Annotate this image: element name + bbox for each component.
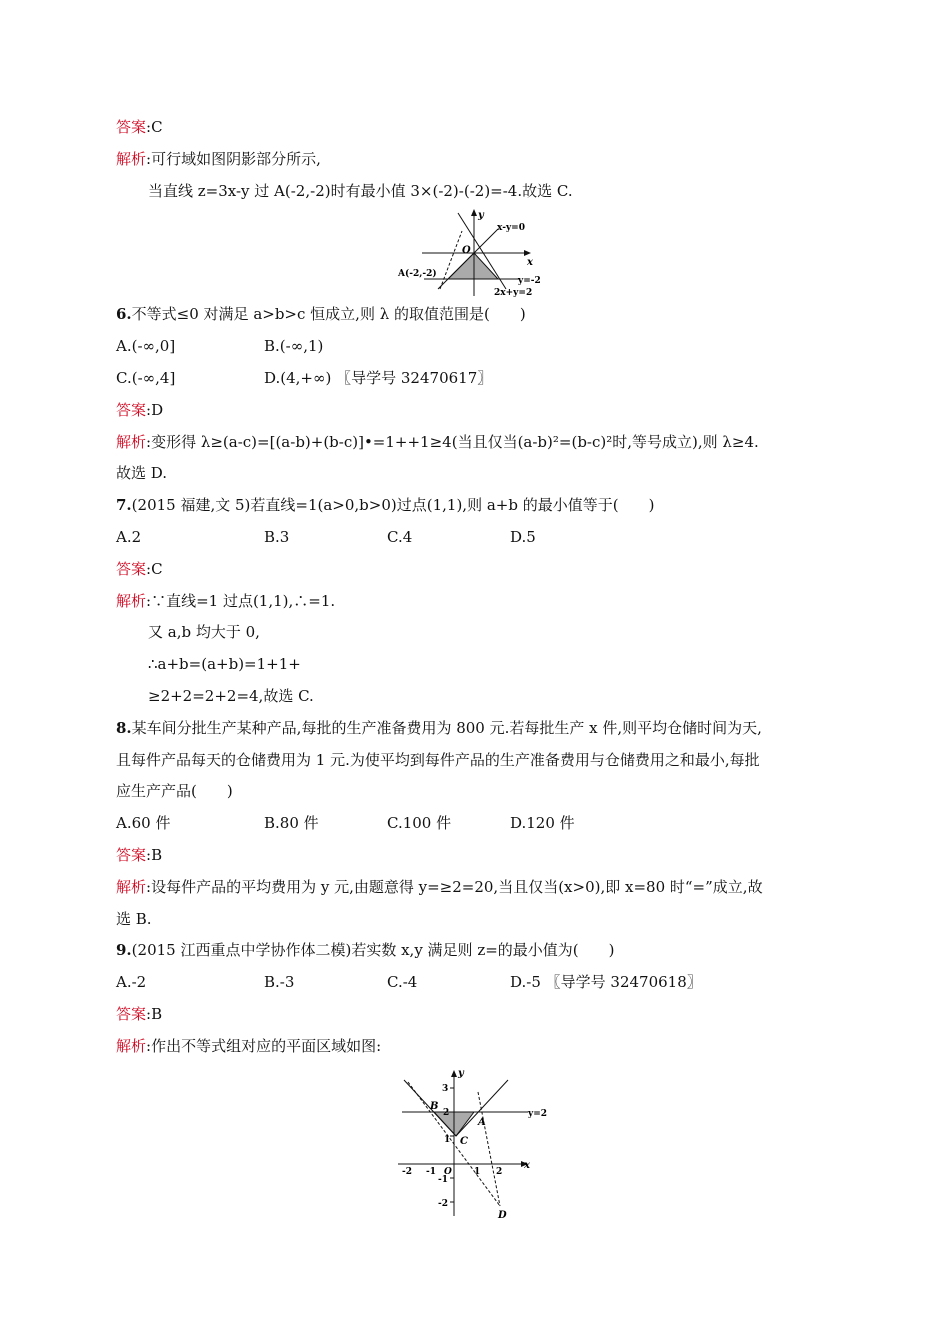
q9-point-c: C: [460, 1136, 468, 1147]
q9-ytick-m2: -2: [438, 1199, 448, 1209]
q6-answer: :D: [146, 401, 164, 419]
q9-answer: :B: [146, 1005, 163, 1023]
q9-analysis-1: :作出不等式组对应的平面区域如图:: [146, 1037, 382, 1055]
q6-text: 不等式≤0 对满足 a>b>c 恒成立,则 λ 的取值范围是( ): [131, 305, 526, 323]
q8-number: 8.: [116, 719, 132, 737]
q8-answer: :B: [146, 846, 163, 864]
q5-answer-line: [116, 117, 163, 137]
q5-y-label: y: [478, 210, 484, 221]
q9-xtick-2: 2: [496, 1167, 503, 1177]
q9-ytick-1: 1: [444, 1135, 451, 1145]
q9-text: (2015 江西重点中学协作体二模)若实数 x,y 满足则 z=的最小值为( ): [131, 941, 615, 959]
analysis-label: 解析: [116, 592, 147, 610]
q5-line2-label: y=-2: [518, 276, 541, 286]
analysis-label: 解析: [116, 878, 147, 896]
q6-option-a: A.(-∞,0]: [116, 337, 176, 355]
q8-analysis-line: [116, 877, 763, 897]
q7-stem: [116, 495, 654, 515]
q7-analysis-1: :∵直线=1 过点(1,1),∴=1.: [146, 592, 336, 610]
q9-point-d: D: [498, 1210, 507, 1221]
q7-option-c: C.4: [387, 528, 413, 546]
q8-answer-line: [116, 845, 162, 865]
q9-analysis-line: [116, 1036, 381, 1056]
q8-analysis-1: :设每件产品的平均费用为 y 元,由题意得 y=≥2=20,当且仅当(x>0),即 x=80 时“=”成立,故: [146, 878, 763, 896]
q9-figure: [394, 1064, 556, 1224]
q7-analysis-4: ≥2+2=2+2=4,故选 C.: [148, 687, 314, 705]
q7-number: 7.: [116, 496, 132, 514]
q7-answer-line: [116, 559, 163, 579]
q5-feasible-region: [448, 253, 498, 279]
q9-dashed-line-ad: [478, 1092, 503, 1206]
q9-ytick-3: 3: [442, 1084, 449, 1094]
q7-answer: :C: [146, 560, 163, 578]
q8-option-c: C.100 件: [387, 814, 452, 832]
q6-analysis-1: :变形得 λ≥(a-c)=[(a-b)+(b-c)]•=1++1≥4(当且仅当(a-b)²=(b-c)²时,等号成立),则 λ≥4.: [146, 433, 759, 451]
q7-analysis-3: ∴a+b=(a+b)=1+1+: [148, 655, 301, 673]
q9-option-c: C.-4: [387, 973, 418, 991]
q9-number: 9.: [116, 941, 132, 959]
answer-label: 答案: [116, 118, 147, 136]
q9-x-label: x: [524, 1160, 530, 1171]
q5-analysis-line: [116, 149, 321, 169]
q9-point-b: B: [430, 1101, 439, 1112]
q7-analysis-line: [116, 591, 335, 611]
q9-stem: [116, 940, 615, 960]
q5-analysis-1: :可行域如图阴影部分所示,: [146, 150, 321, 168]
q8-text-2: 且每件产品每天的仓储费用为 1 元.为使平均到每件产品的生产准备费用与仓储费用之和最小,每批: [116, 751, 760, 769]
q5-y-arrow: [471, 209, 477, 216]
q8-option-a: A.60 件: [116, 814, 171, 832]
q8-option-b: B.80 件: [264, 814, 319, 832]
q9-xtick-m1: -1: [426, 1167, 436, 1177]
q8-stem-1: [116, 718, 762, 738]
q7-analysis-2: 又 a,b 均大于 0,: [148, 623, 260, 641]
q5-figure: [396, 206, 556, 298]
q6-number: 6.: [116, 305, 132, 323]
answer-label: 答案: [116, 401, 147, 419]
answer-label: 答案: [116, 1005, 147, 1023]
q6-stem: [116, 304, 526, 324]
q6-analysis-line: [116, 432, 759, 452]
q9-ytick-2: 2: [443, 1108, 450, 1118]
q5-analysis-2: 当直线 z=3x-y 过 A(-2,-2)时有最小值 3×(-2)-(-2)=-4.故选 C.: [148, 182, 573, 200]
q7-option-b: B.3: [264, 528, 290, 546]
q7-text: (2015 福建,文 5)若直线=1(a>0,b>0)过点(1,1),则 a+b 的最小值等于( ): [131, 496, 655, 514]
q6-analysis-2: 故选 D.: [116, 464, 168, 482]
q6-answer-line: [116, 400, 163, 420]
answer-label: 答案: [116, 846, 147, 864]
q6-option-d-text: D.(4,+∞): [264, 369, 332, 387]
q9-option-a: A.-2: [116, 973, 147, 991]
q5-point-a-label: A(-2,-2): [398, 269, 437, 279]
q5-line-x-minus-y: [438, 229, 498, 289]
q5-answer: :C: [146, 118, 163, 136]
q9-ytick-m1: -1: [438, 1175, 448, 1185]
q6-option-d: [264, 368, 492, 388]
q6-reference: 〖导学号 32470617〗: [336, 369, 493, 387]
q5-line3-label: 2x+y=2: [494, 288, 533, 298]
q9-option-d-text: D.-5: [510, 973, 541, 991]
analysis-label: 解析: [116, 433, 147, 451]
q6-option-b: B.(-∞,1): [264, 337, 324, 355]
q5-objective-line: [440, 231, 462, 289]
q8-option-d: D.120 件: [510, 814, 575, 832]
q9-y-arrow: [451, 1070, 457, 1077]
q9-answer-line: [116, 1004, 162, 1024]
analysis-label: 解析: [116, 1037, 147, 1055]
q5-line1-label: x-y=0: [497, 223, 525, 233]
q9-option-d: [510, 972, 702, 992]
q7-option-a: A.2: [116, 528, 142, 546]
q5-x-label: x: [527, 257, 533, 268]
q8-text-3: 应生产产品( ): [116, 782, 233, 800]
q9-option-b: B.-3: [264, 973, 295, 991]
q9-origin-label: O: [444, 1167, 452, 1177]
q5-x-arrow: [524, 250, 531, 256]
answer-label: 答案: [116, 560, 147, 578]
q8-text-1: 某车间分批生产某种产品,每批的生产准备费用为 800 元.若每批生产 x 件,则平均仓储时间为天,: [131, 719, 762, 737]
q5-origin-label: O: [462, 245, 471, 256]
q9-point-a: A: [478, 1117, 486, 1128]
q9-xtick-1: 1: [474, 1167, 481, 1177]
q9-line-label: y=2: [528, 1109, 548, 1119]
q7-option-d: D.5: [510, 528, 536, 546]
q9-xtick-m2: -2: [402, 1167, 412, 1177]
q9-y-label: y: [458, 1068, 464, 1079]
analysis-label: 解析: [116, 150, 147, 168]
q6-option-c: C.(-∞,4]: [116, 369, 176, 387]
q8-analysis-2: 选 B.: [116, 910, 152, 928]
q9-reference: 〖导学号 32470618〗: [545, 973, 702, 991]
